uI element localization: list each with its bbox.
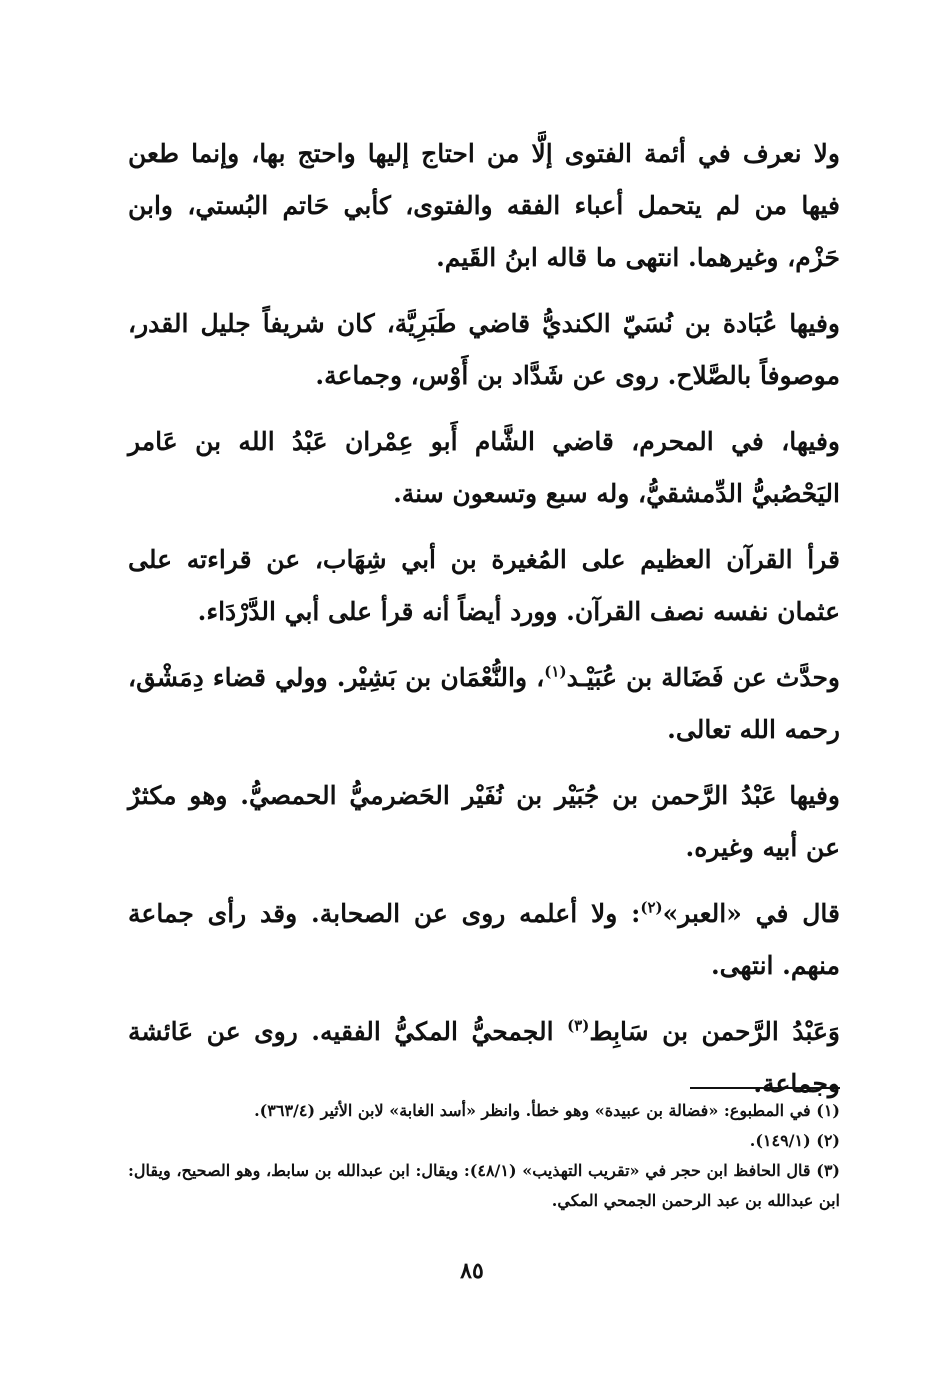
page-number: ٨٥ xyxy=(460,1258,484,1284)
footnotes xyxy=(128,1096,840,1216)
paragraph-1: ولا نعرف في أئمة الفتوى إلَّا من احتاج إليها واحتج بها، وإنما طعن فيها من لم يتحمل أعباء الفقه والفتوى، كأبي حَاتم البُستي، وابن حَزْم، وغيرهما. انتهى ما قاله ابنُ القَيم. xyxy=(128,139,840,272)
paragraph-4: قرأ القرآن العظيم على المُغيرة بن أبي شِهَاب، عن قراءته على عثمان نفسه نصف القرآن. وورد أيضاً أنه قرأ على أبي الدَّرْدَاء. xyxy=(128,545,840,626)
paragraph-5-text-a: وحدَّث عن فَضَالة بن عُبَيْـد xyxy=(566,663,840,692)
footnote-1: (١) في المطبوع: «فضالة بن عبيدة» وهو خطأ. وانظر «أسد الغابة» لابن الأثير (٣٦٣/٤). xyxy=(254,1101,840,1120)
footnote-marker-1: (١) xyxy=(544,662,567,681)
paragraph-7 xyxy=(128,888,840,992)
paragraph-8 xyxy=(128,1006,840,1110)
paragraph-7-text-b: : ولا أعلمه روى عن الصحابة. وقد رأى جماعة منهم. انتهى. xyxy=(128,899,840,980)
footnote-3: (٣) قال الحافظ ابن حجر في «تقريب التهذيب» (٤٨/١): ويقال: ابن عبدالله بن سابط، وهو الصحيح، ويقال: ابن عبدالله بن عبد الرحمن الجمحي المكي. xyxy=(128,1161,840,1210)
paragraph-5-text-b: ، والنُّعْمَان بن بَشِيْر. وولي قضاء دِمَشْق، رحمه الله تعالى. xyxy=(128,663,840,744)
main-text xyxy=(128,128,840,1124)
paragraph-8-text-a: وَعَبْدُ الرَّحمن بن سَابِط xyxy=(589,1017,840,1046)
paragraph-7-text-a: قال في «العبر» xyxy=(662,899,840,928)
paragraph-3: وفيها، في المحرم، قاضي الشَّام أَبو عِمْران عَبْدُ الله بن عَامر اليَحْصُبيُّ الدِّمشقيُّ، وله سبع وتسعون سنة. xyxy=(128,427,840,508)
paragraph-8-text-b: الجمحيُّ المكيُّ الفقيه. روى عن عَائشة وجماعة. xyxy=(128,1017,840,1098)
paragraph-5 xyxy=(128,652,840,756)
footnote-divider xyxy=(690,1087,840,1089)
paragraph-2: وفيها عُبَادة بن نُسَيّ الكنديُّ قاضي طَبَرِيَّة، كان شريفاً جليل القدر، موصوفاً بالصَّلاح. روى عن شَدَّاد بن أَوْس، وجماعة. xyxy=(128,309,840,390)
footnote-marker-3: (٣) xyxy=(567,1016,590,1035)
footnote-2: (٢) (١٤٩/١). xyxy=(749,1131,840,1150)
footnote-marker-2: (٢) xyxy=(640,898,663,917)
paragraph-6: وفيها عَبْدُ الرَّحمن بن جُبَيْر بن نُفَيْر الحَضرميُّ الحمصيُّ. وهو مكثرٌ عن أبيه وغيره. xyxy=(128,781,840,862)
